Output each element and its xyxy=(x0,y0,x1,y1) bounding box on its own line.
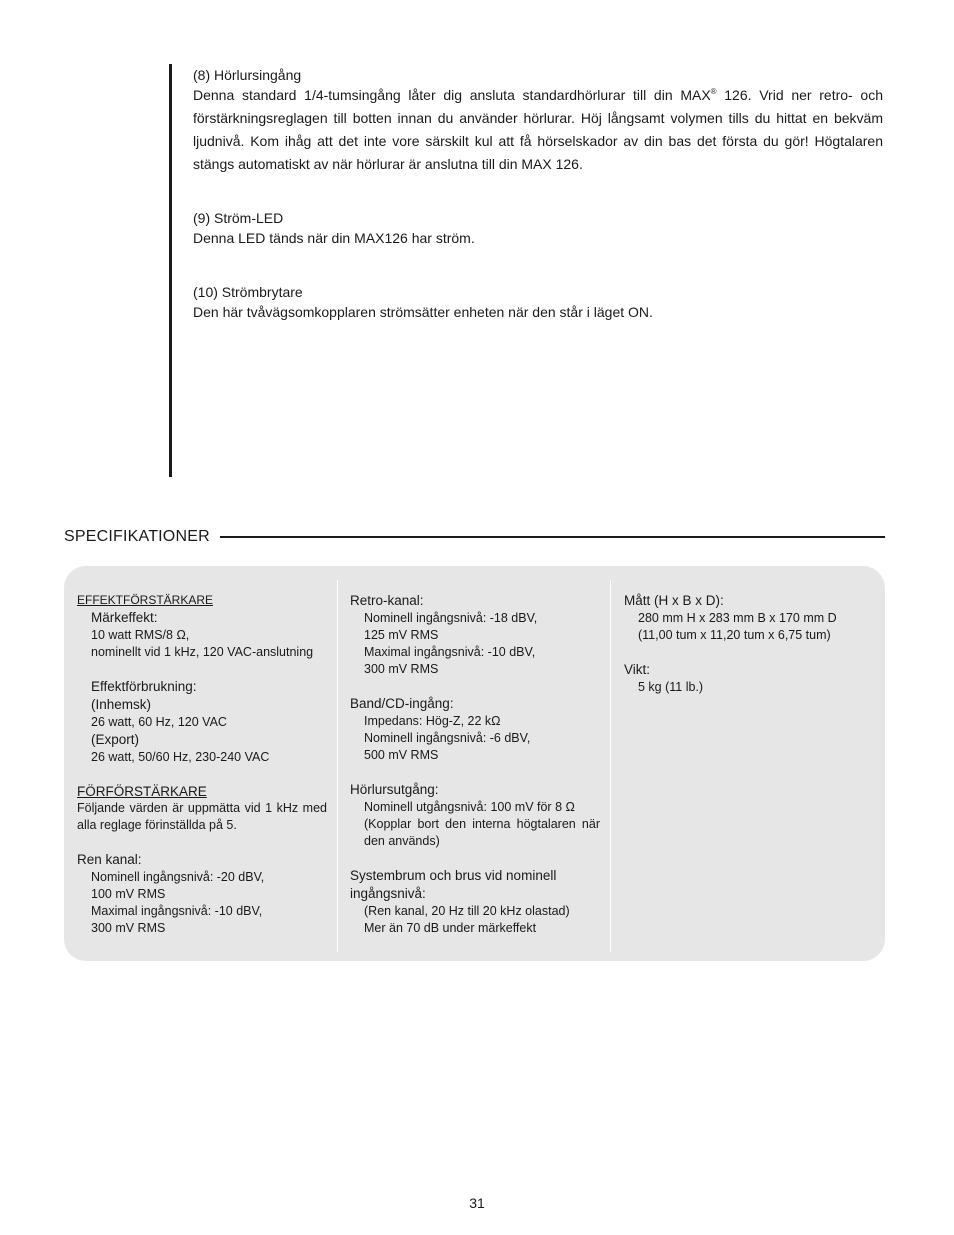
page-number: 31 xyxy=(469,1195,485,1211)
spec-value: Maximal ingångsnivå: -10 dBV, xyxy=(364,645,536,659)
spec-column-3 xyxy=(624,592,874,696)
spec-header xyxy=(64,526,885,548)
spec-header-rule xyxy=(220,536,885,538)
spec-value: 10 watt RMS/8 Ω, xyxy=(91,628,190,642)
spec-category-preamp: FÖRFÖRSTÄRKARE xyxy=(77,784,207,799)
spec-value: 280 mm H x 283 mm B x 170 mm D xyxy=(638,611,837,625)
spec-value: 100 mV RMS xyxy=(91,887,166,901)
spec-label: Band/CD-ingång: xyxy=(350,696,454,711)
feature-descriptions xyxy=(193,66,883,324)
spec-label: Mått (H x B x D): xyxy=(624,593,724,608)
section-body: Denna LED tänds när din MAX126 har ström. xyxy=(193,230,475,246)
spec-label: Märkeffekt: xyxy=(91,610,158,625)
spec-label: Systembrum och brus vid nominell ingångsnivå: xyxy=(350,868,557,901)
spec-label: Effektförbrukning: xyxy=(91,679,197,694)
spec-label: (Export) xyxy=(91,732,140,747)
registered-mark: ® xyxy=(710,87,717,96)
spec-value: Nominell ingångsnivå: -20 dBV, xyxy=(91,870,265,884)
spec-panel xyxy=(64,566,885,961)
spec-value: Nominell ingångsnivå: -6 dBV, xyxy=(364,731,531,745)
spec-value: 26 watt, 60 Hz, 120 VAC xyxy=(91,715,227,729)
spec-label: Vikt: xyxy=(624,662,651,677)
spec-value: Maximal ingångsnivå: -10 dBV, xyxy=(91,904,263,918)
section-power-switch xyxy=(193,283,883,324)
spec-value: (Ren kanal, 20 Hz till 20 kHz olastad) xyxy=(364,904,570,918)
spec-label: Retro-kanal: xyxy=(350,593,424,608)
spec-value: 26 watt, 50/60 Hz, 230-240 VAC xyxy=(91,750,270,764)
section-body: Den här tvåvägsomkopplaren strömsätter enheten när den står i läget ON. xyxy=(193,304,653,320)
section-body: Denna standard 1/4-tumsingång låter dig ansluta standardhörlurar till din MAX® 126. Vrid ner retro- och förstärkningsreglagen till botten innan du använder hörlurar. Höj långsamt volymen tills du hittat en bekväm ljudnivå. Kom ihåg att det inte vore särskilt kul att få hörselskador av din bas det första du gör! Högtalaren stängs automatiskt av när hörlurar är anslutna till din MAX 126. xyxy=(193,87,883,172)
spec-value: 5 kg (11 lb.) xyxy=(638,680,704,694)
spec-column-1 xyxy=(77,592,327,937)
spec-value: (Kopplar bort den interna högtalaren när den används) xyxy=(364,817,600,848)
spec-label: Ren kanal: xyxy=(77,852,142,867)
spec-value: 500 mV RMS xyxy=(364,748,439,762)
column-divider xyxy=(337,580,338,952)
spec-category-amplifier: EFFEKTFÖRSTÄRKARE xyxy=(77,593,214,607)
spec-description: Följande värden är uppmätta vid 1 kHz med alla reglage förinställda på 5. xyxy=(77,801,327,832)
section-headphone-input xyxy=(193,66,883,176)
section-title: (10) Strömbrytare xyxy=(193,284,303,300)
spec-value: 300 mV RMS xyxy=(91,921,166,935)
spec-value: 125 mV RMS xyxy=(364,628,439,642)
spec-label: (Inhemsk) xyxy=(91,697,152,712)
spec-value: Nominell utgångsnivå: 100 mV för 8 Ω xyxy=(364,800,575,814)
spec-label: Hörlursutgång: xyxy=(350,782,439,797)
section-title: (9) Ström-LED xyxy=(193,210,284,226)
section-vertical-rule xyxy=(169,64,172,477)
column-divider xyxy=(610,580,611,952)
spec-value: 300 mV RMS xyxy=(364,662,439,676)
section-power-led xyxy=(193,209,883,250)
spec-value: nominellt vid 1 kHz, 120 VAC-anslutning xyxy=(91,645,314,659)
spec-value: Mer än 70 dB under märkeffekt xyxy=(364,921,537,935)
spec-value: Nominell ingångsnivå: -18 dBV, xyxy=(364,611,538,625)
spec-value: (11,00 tum x 11,20 tum x 6,75 tum) xyxy=(638,628,831,642)
spec-value: Impedans: Hög-Z, 22 kΩ xyxy=(364,714,501,728)
spec-title: SPECIFIKATIONER xyxy=(64,528,210,545)
spec-column-2 xyxy=(350,592,600,937)
section-title: (8) Hörlursingång xyxy=(193,67,302,83)
